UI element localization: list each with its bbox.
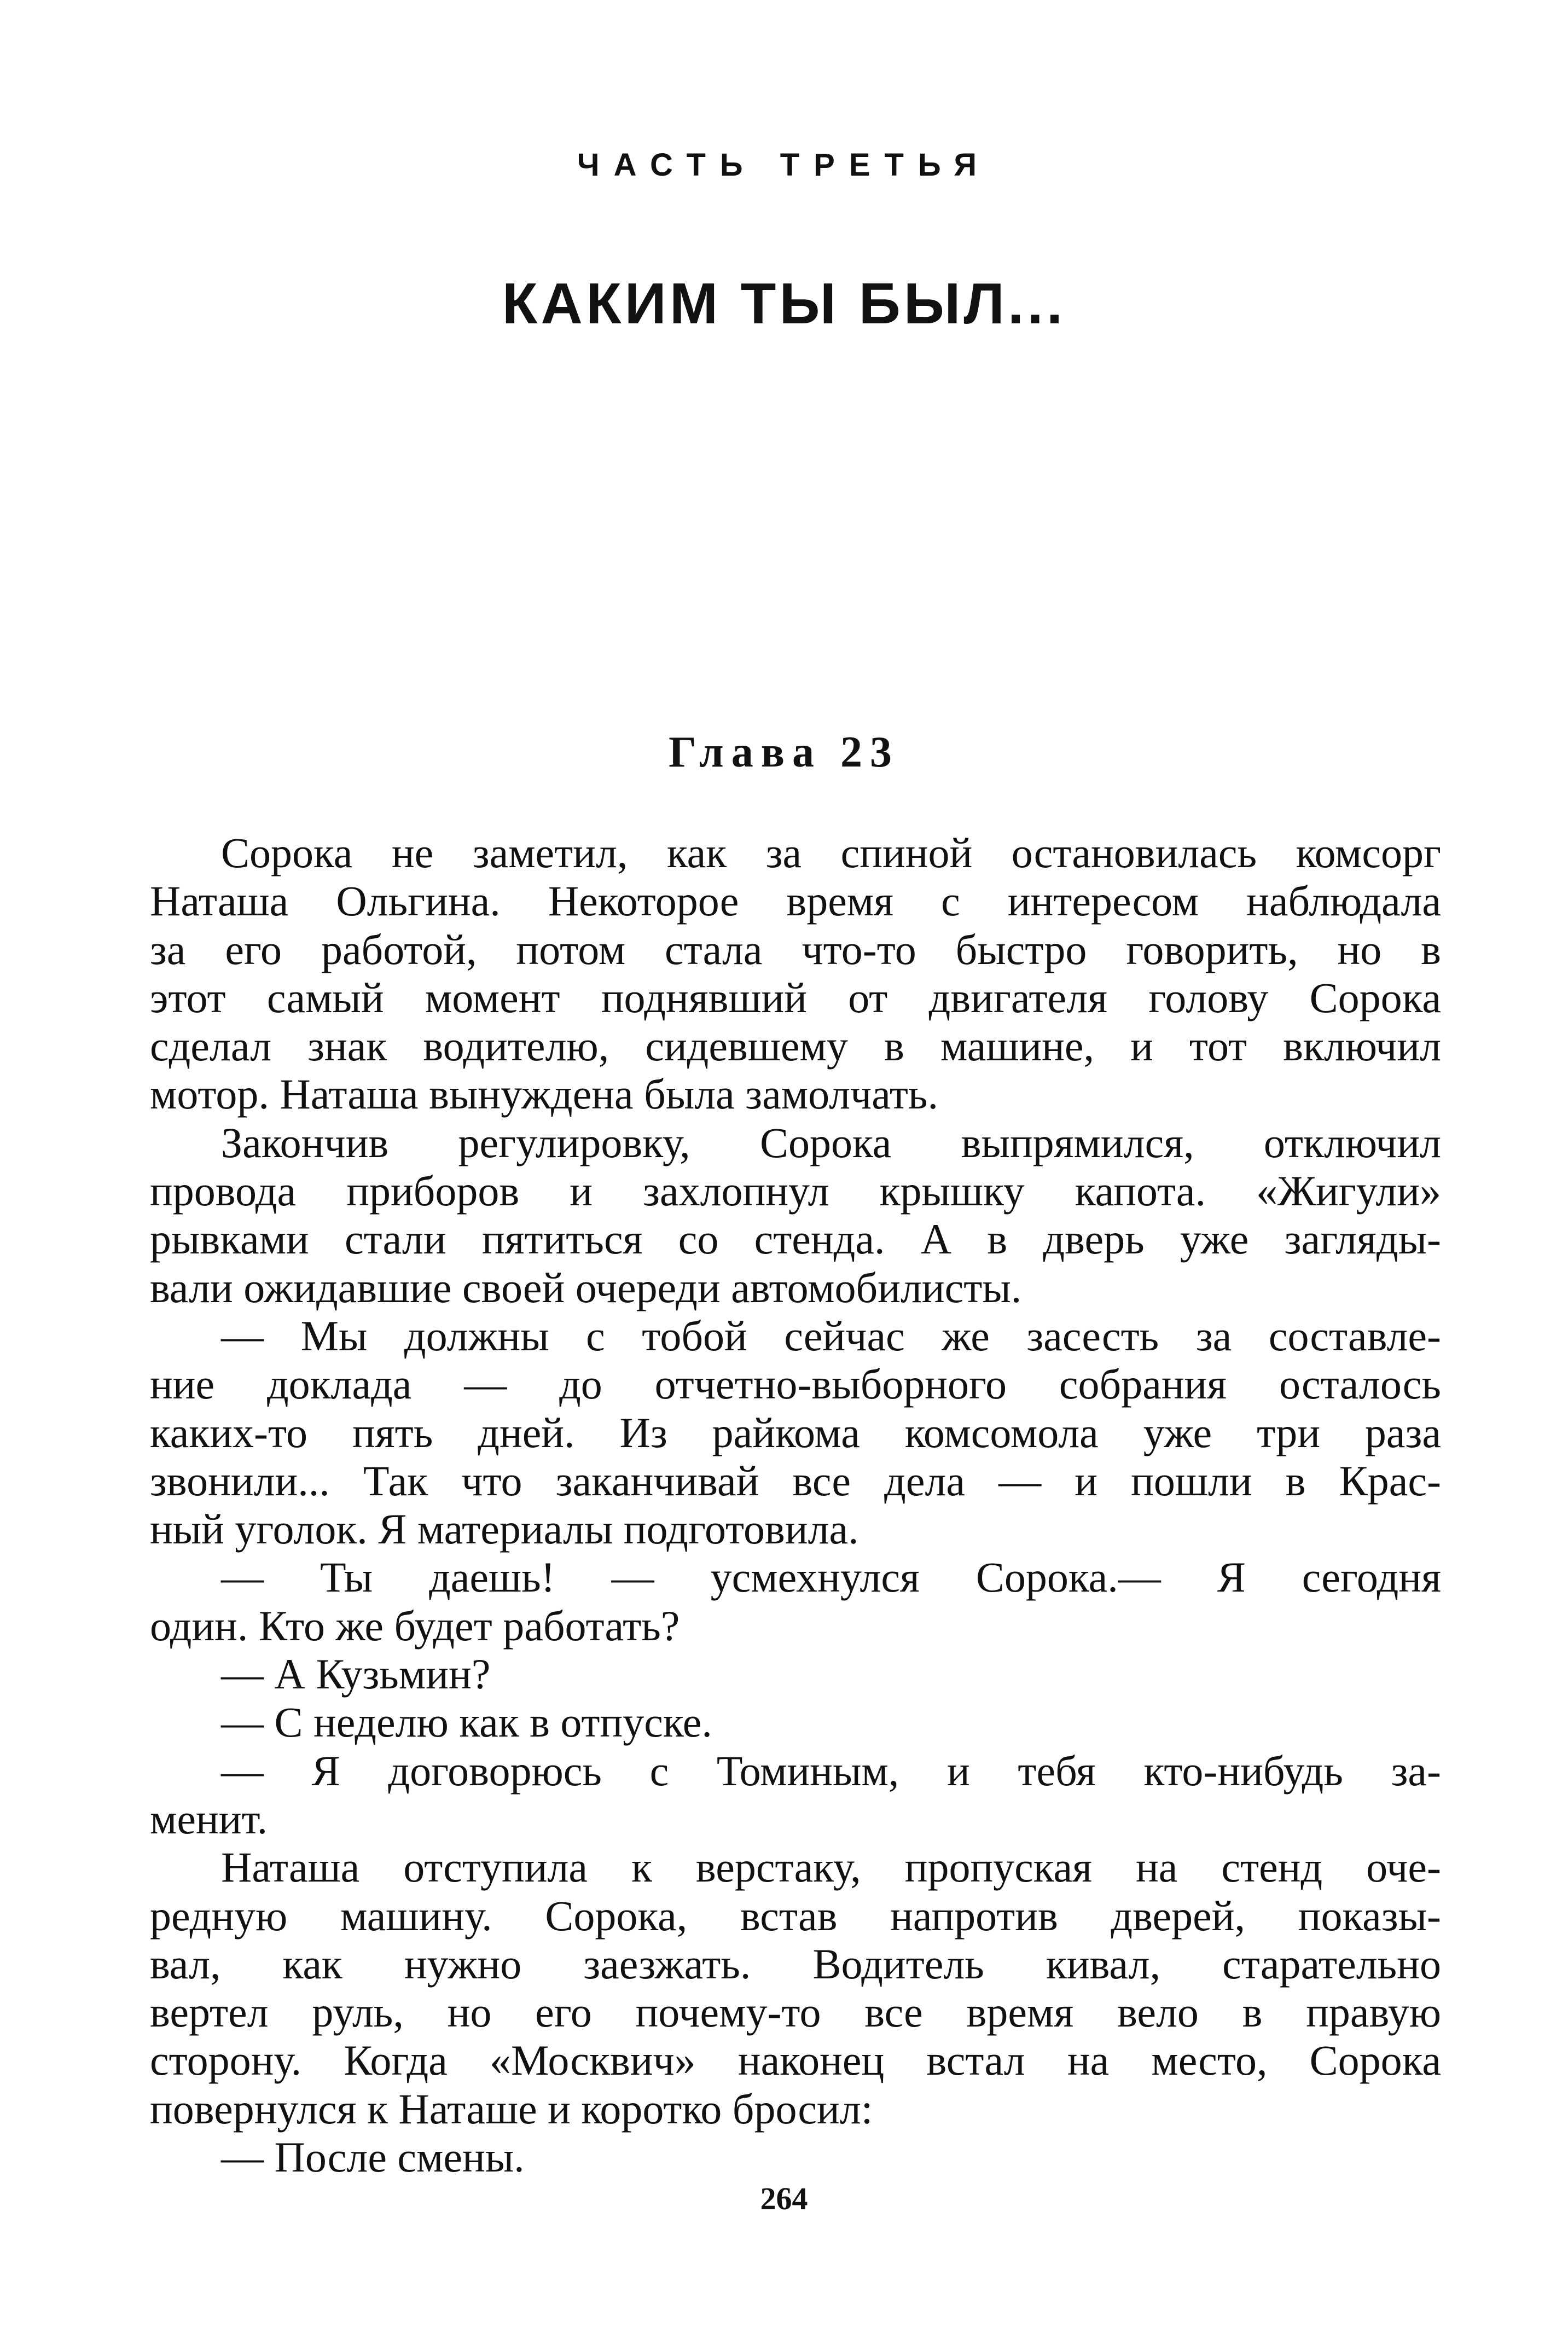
text-line: один. Кто же будет работать?	[150, 1601, 680, 1650]
chapter-heading: Глава 23	[669, 728, 899, 776]
text-line: — Мы должны с тобой сейчас же засесть за составле-	[221, 1311, 1441, 1360]
text-line: — Ты даешь! — усмехнулся Сорока.— Я сегодня	[221, 1553, 1441, 1601]
text-line: повернулся к Наташе и коротко бросил:	[150, 2085, 873, 2133]
text-line: за его работой, потом стала что-то быстро говорить, но в	[150, 925, 1441, 973]
text-line: этот самый момент поднявший от двигателя голову Сорока	[150, 973, 1441, 1021]
text-line: Закончив регулировку, Сорока выпрямился, отключил	[221, 1118, 1441, 1166]
text-line: менит.	[150, 1795, 268, 1843]
text-line: ние доклада — до отчетно-выборного собрания осталось	[150, 1360, 1441, 1408]
text-line: звонили... Так что заканчивай все дела — и пошли в Крас-	[150, 1456, 1441, 1505]
text-line: Наташа отступила к верстаку, пропуская на стенд оче-	[221, 1843, 1441, 1891]
text-line: ный уголок. Я материалы подготовила.	[150, 1505, 859, 1553]
text-line: редную машину. Сорока, встав напротив дверей, показы-	[150, 1891, 1441, 1940]
text-line: — После смены.	[221, 2133, 525, 2181]
text-line: провода приборов и захлопнул крышку капота. «Жигули»	[150, 1167, 1441, 1215]
text-line: сторону. Когда «Москвич» наконец встал на место, Сорока	[150, 2036, 1441, 2085]
text-line: — С неделю как в отпуске.	[221, 1698, 712, 1746]
text-line: каких-то пять дней. Из райкома комсомола уже три раза	[150, 1408, 1441, 1456]
text-line: сделал знак водителю, сидевшему в машине, и тот включил	[150, 1022, 1441, 1070]
text-line: Сорока не заметил, как за спиной остановилась комсорг	[221, 829, 1441, 876]
text-line: рывками стали пятиться со стенда. А в дверь уже загляды-	[150, 1215, 1441, 1263]
text-line: вали ожидавшие своей очереди автомобилисты.	[150, 1263, 1022, 1311]
text-line: вертел руль, но его почему-то все время вело в правую	[150, 1988, 1441, 2036]
text-line: Наташа Ольгина. Некоторое время с интересом наблюдала	[150, 877, 1441, 925]
text-line: вал, как нужно заезжать. Водитель кивал, старательно	[150, 1940, 1441, 1988]
chapter-body-text	[150, 829, 1441, 2181]
text-line: мотор. Наташа вынуждена была замолчать.	[150, 1070, 938, 1118]
text-line: — Я договорюсь с Томиным, и тебя кто-нибудь за-	[221, 1746, 1441, 1795]
book-title: КАКИМ ТЫ БЫЛ...	[502, 271, 1066, 336]
text-line: — А Кузьмин?	[221, 1650, 491, 1698]
part-heading: ЧАСТЬ ТРЕТЬЯ	[577, 147, 991, 183]
page-number: 264	[760, 2181, 808, 2216]
